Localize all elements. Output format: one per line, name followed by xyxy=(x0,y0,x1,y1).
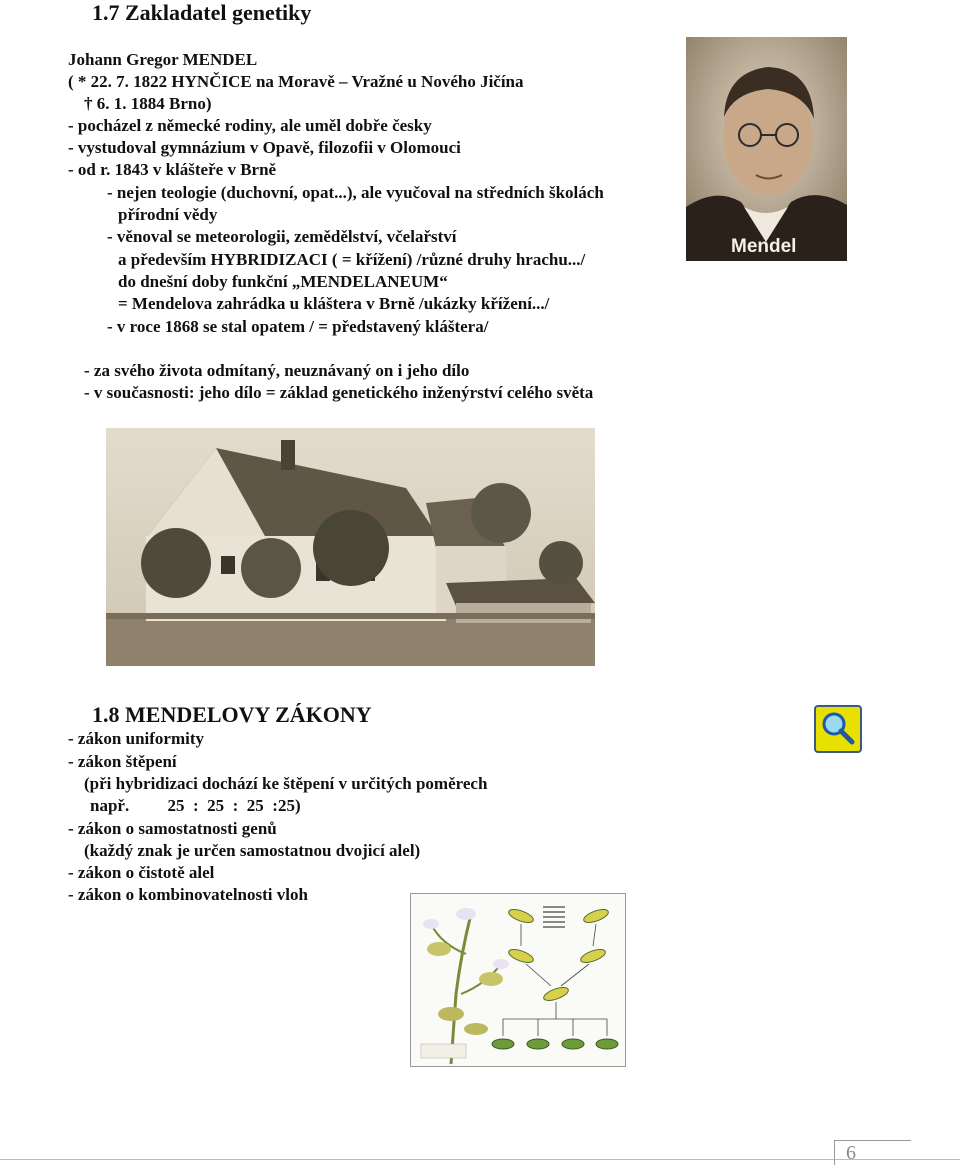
bio-line: do dnešní doby funkční „MENDELANEUM“ xyxy=(118,272,448,291)
law-item: - zákon štěpení xyxy=(68,752,177,771)
law-note: (při hybridizaci dochází ke štěpení v určitých poměrech xyxy=(84,774,488,793)
footer-rule xyxy=(0,1159,960,1160)
mendel-portrait xyxy=(686,37,847,261)
legacy-line: - za svého života odmítaný, neuznávaný on i jeho dílo xyxy=(84,361,470,380)
bio-line: - věnoval se meteorologii, zemědělství, včelařství xyxy=(107,227,457,246)
law-item: - zákon uniformity xyxy=(68,729,204,748)
section-title-genetics-founder: 1.7 Zakladatel genetiky xyxy=(92,0,312,25)
mendel-name: Johann Gregor MENDEL xyxy=(68,50,258,69)
section-title-mendel-laws: 1.8 MENDELOVY ZÁKONY xyxy=(92,702,372,727)
death-line: † 6. 1. 1884 Brno) xyxy=(84,94,212,113)
law-note: (každý znak je určen samostatnou dvojicí alel) xyxy=(84,841,421,860)
portrait-caption: Mendel xyxy=(731,236,797,257)
bio-line: - vystudoval gymnázium v Opavě, filozofii v Olomouci xyxy=(68,138,461,157)
pea-crossing-diagram xyxy=(410,893,626,1067)
bio-line: - v roce 1868 se stal opatem / = představený kláštera/ xyxy=(107,317,489,336)
magnifier-icon[interactable] xyxy=(814,705,862,753)
bio-line: přírodní vědy xyxy=(118,205,218,224)
page-number: 6 xyxy=(846,1142,856,1164)
law-item: - zákon o kombinovatelnosti vloh xyxy=(68,885,308,904)
law-item: - zákon o čistotě alel xyxy=(68,863,215,882)
legacy-line: - v současnosti: jeho dílo = základ genetického inženýrství celého světa xyxy=(84,383,594,402)
bio-line: - od r. 1843 v klášteře v Brně xyxy=(68,160,277,179)
law-item: - zákon o samostatnosti genů xyxy=(68,819,277,838)
birth-line: ( * 22. 7. 1822 HYNČICE na Moravě – Vražné u Nového Jičína xyxy=(68,72,524,91)
bio-line: - nejen teologie (duchovní, opat...), ale vyučoval na středních školách xyxy=(107,183,604,202)
bio-line: = Mendelova zahrádka u kláštera v Brně /ukázky křížení.../ xyxy=(118,294,550,313)
mendel-birthplace-photo xyxy=(106,428,595,666)
bio-line: a především HYBRIDIZACI ( = křížení) /různé druhy hrachu.../ xyxy=(118,250,586,269)
bio-line: - pocházel z německé rodiny, ale uměl dobře česky xyxy=(68,116,432,135)
law-note: např. 25 : 25 : 25 :25) xyxy=(90,796,301,815)
